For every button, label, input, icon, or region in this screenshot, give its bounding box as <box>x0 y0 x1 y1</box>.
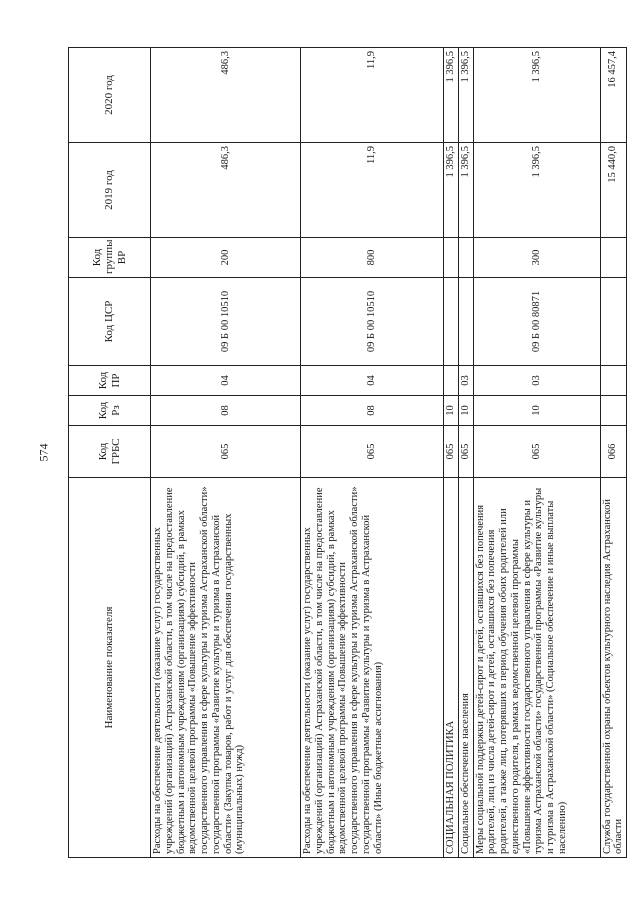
cell-2020: 11,9 <box>301 48 444 143</box>
cell-vr: 200 <box>151 238 301 278</box>
cell-csr: 09 Б 00 80871 <box>473 278 600 366</box>
cell-pr: 04 <box>301 366 444 396</box>
cell-vr <box>444 238 459 278</box>
cell-csr: 09 Б 00 10510 <box>151 278 301 366</box>
cell-2020: 16 457,4 <box>600 48 627 143</box>
cell-name: Расходы на обеспечение деятельности (оказание услуг) государственных учреждений (организаций) Астраханской области, в том числе на предоставление бюджетным и автономным учреждениям (организациям) субсидий, в рамках ведомственной целевой программы «Повышение эффективности государственного управления в сфере культуры и туризма Астраханской области» государственной программы «Развитие культуры и туризма в Астраханской области» (Иные бюджетные ассигнования) <box>301 478 444 858</box>
cell-2019: 486,3 <box>151 143 301 238</box>
cell-name: СОЦИАЛЬНАЯ ПОЛИТИКА <box>444 478 459 858</box>
header-2019: 2019 год <box>69 143 151 238</box>
table-row <box>301 48 444 858</box>
table-row <box>600 48 627 858</box>
cell-grbs: 066 <box>600 426 627 478</box>
cell-csr: 09 Б 00 10510 <box>301 278 444 366</box>
cell-grbs: 065 <box>151 426 301 478</box>
cell-name: Служба государственной охраны объектов культурного наследия Астраханской области <box>600 478 627 858</box>
cell-rz <box>600 396 627 426</box>
cell-2019: 15 440,0 <box>600 143 627 238</box>
cell-grbs: 065 <box>458 426 473 478</box>
budget-table <box>68 47 627 858</box>
cell-2020: 1 396,5 <box>444 48 459 143</box>
header-vr: Код группы ВР <box>69 238 151 278</box>
table-row <box>458 48 473 858</box>
cell-vr <box>600 238 627 278</box>
table-row <box>444 48 459 858</box>
header-grbs: Код ГРБС <box>69 426 151 478</box>
cell-rz: 10 <box>444 396 459 426</box>
cell-grbs: 065 <box>444 426 459 478</box>
cell-name: Расходы на обеспечение деятельности (оказание услуг) государственных учреждений (организаций) Астраханской области, в том числе на предоставление бюджетным и автономным учреждениям (организациям) субсидий, в рамках ведомственной целевой программы «Повышение эффективности государственного управления в сфере культуры и туризма Астраханской области» государственной программы «Развитие культуры и туризма в Астраханской области» (Закупка товаров, работ и услуг для обеспечения государственных (муниципальных) нужд) <box>151 478 301 858</box>
cell-2020: 1 396,5 <box>473 48 600 143</box>
table-header-row <box>69 48 151 858</box>
cell-2019: 1 396,5 <box>458 143 473 238</box>
cell-2019: 1 396,5 <box>444 143 459 238</box>
table-container <box>68 48 625 858</box>
cell-csr <box>458 278 473 366</box>
header-pr: Код ПР <box>69 366 151 396</box>
cell-grbs: 065 <box>473 426 600 478</box>
cell-pr: 03 <box>473 366 600 396</box>
table-row <box>473 48 600 858</box>
cell-2020: 1 396,5 <box>458 48 473 143</box>
header-csr: Код ЦСР <box>69 278 151 366</box>
table-rotated-wrapper <box>68 48 625 858</box>
cell-rz: 08 <box>151 396 301 426</box>
table-row <box>151 48 301 858</box>
cell-2019: 11,9 <box>301 143 444 238</box>
cell-pr: 04 <box>151 366 301 396</box>
cell-csr <box>600 278 627 366</box>
cell-name: Меры социальной поддержки детей-сирот и детей, оставшихся без попечения родителей, лиц из числа детей-сирот и детей, оставшихся без попечения родителей, а также лиц, потерявших в период обучения обоих родителей или единственного родителя, в рамках ведомственной целевой программы «Повышение эффективности государственного управления в сфере культуры и туризма Астраханской области» государственной программы «Развитие культуры и туризма в Астраханской области» (Социальное обеспечение и иные выплаты населению) <box>473 478 600 858</box>
cell-vr <box>458 238 473 278</box>
cell-vr: 800 <box>301 238 444 278</box>
header-name: Наименование показателя <box>69 478 151 858</box>
cell-vr: 300 <box>473 238 600 278</box>
cell-csr <box>444 278 459 366</box>
cell-name: Социальное обеспечение населения <box>458 478 473 858</box>
header-rz: Код Рз <box>69 396 151 426</box>
cell-pr <box>444 366 459 396</box>
cell-rz: 08 <box>301 396 444 426</box>
cell-grbs: 065 <box>301 426 444 478</box>
page-number: 574 <box>36 443 51 462</box>
cell-rz: 10 <box>473 396 600 426</box>
cell-pr: 03 <box>458 366 473 396</box>
header-2020: 2020 год <box>69 48 151 143</box>
cell-2019: 1 396,5 <box>473 143 600 238</box>
cell-pr <box>600 366 627 396</box>
cell-rz: 10 <box>458 396 473 426</box>
cell-2020: 486,3 <box>151 48 301 143</box>
